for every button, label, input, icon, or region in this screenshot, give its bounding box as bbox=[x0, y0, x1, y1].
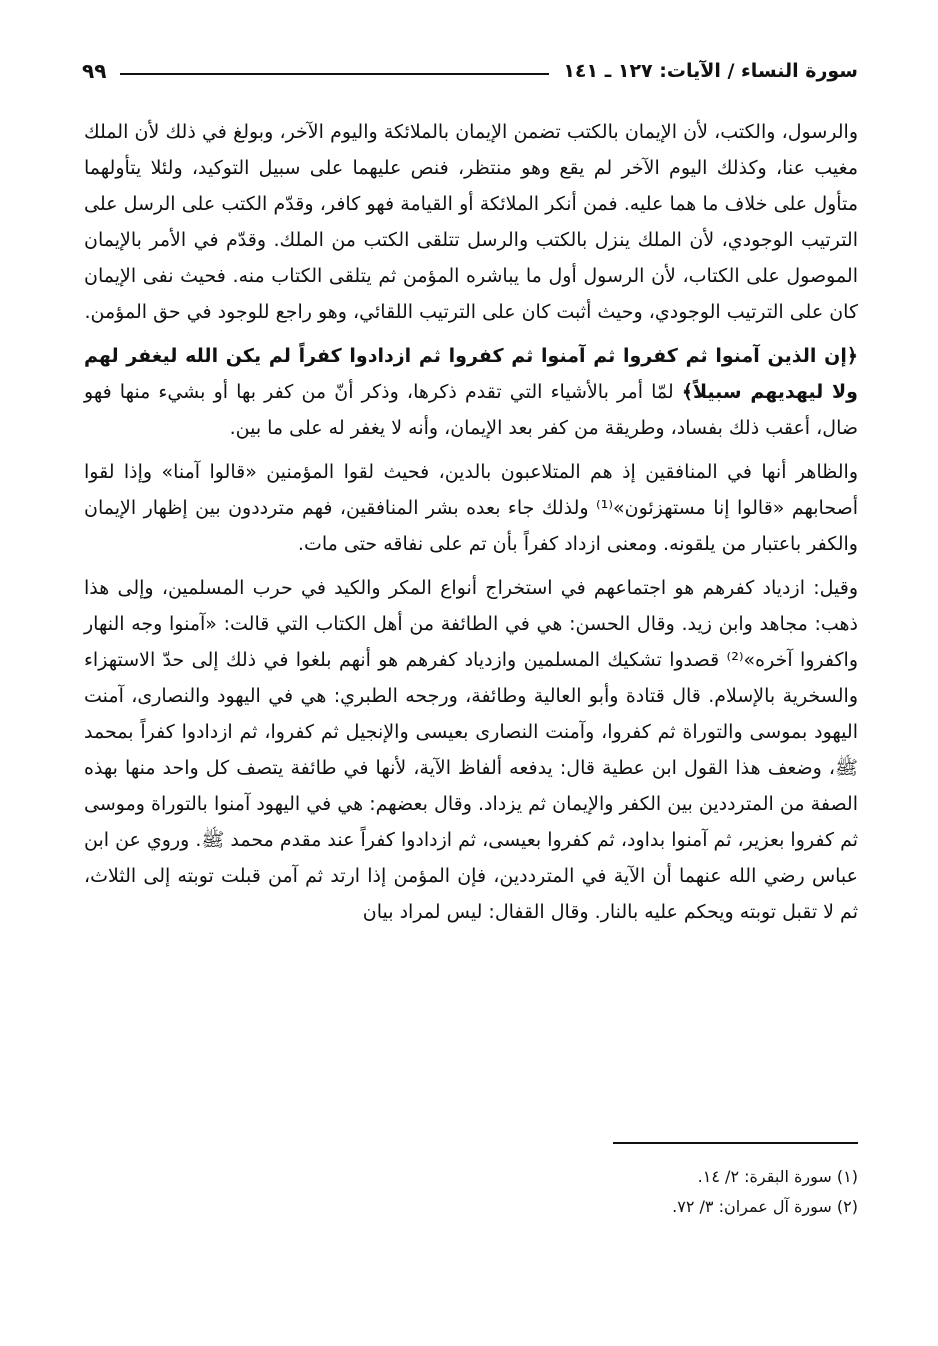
quran-verse: ﴿إن الذين آمنوا ثم كفروا ثم آمنوا ثم كفروا ثم ازدادوا كفراً لم يكن الله ليغفر لهم ولا ليهديهم سبيلاً﴾ bbox=[84, 345, 858, 403]
header-title: سورة النساء / الآيات: ١٢٧ ـ ١٤١ bbox=[563, 60, 858, 82]
footnote-2: (٢) سورة آل عمران: ٣/ ٧٢. bbox=[672, 1197, 858, 1216]
paragraph-3: والظاهر أنها في المنافقين إذ هم المتلاعبون بالدين، فحيث لقوا المؤمنين «قالوا آمنا» وإذا لقوا أصحابهم «قالوا إنا مستهزئون»⁽¹⁾ ولذلك جاء بعده بشر المنافقين، فهم مترددون بين إظهار الإيمان والكفر باعتبار من يلقونه. ومعنى ازداد كفراً بأن تم على نفاقه حتى مات. bbox=[84, 461, 859, 555]
footnote-rule bbox=[613, 1142, 858, 1144]
paragraph-4: وقيل: ازدياد كفرهم هو اجتماعهم في استخراج أنواع المكر والكيد في حرب المسلمين، وإلى هذا ذهب: مجاهد وابن زيد. وقال الحسن: هي في الطائفة من أهل الكتاب التي قالت: «آمنوا وجه النهار واكفروا آخره»⁽²⁾ قصدوا تشكيك المسلمين وازدياد كفرهم هو أنهم بلغوا في ذلك إلى حدّ الاستهزاء والسخرية بالإسلام. قال قتادة وأبو العالية وطائفة، ورجحه الطبري: هي في اليهود والنصارى، آمنت اليهود بموسى والتوراة ثم كفروا، وآمنت النصارى بعيسى والإنجيل ثم كفروا، ثم ازدادوا كفراً بمحمد ﷺ، وضعف هذا القول ابن عطية قال: يدفعه ألفاظ الآية، لأنها في طائفة يتصف كل واحد منها بهذه الصفة من المترددين بين الكفر والإيمان ثم يزداد. وقال بعضهم: هي في اليهود آمنوا بالتوراة وموسى ثم كفروا بعزير، ثم آمنوا بداود، ثم كفروا بعيسى، ثم ازدادوا كفراً عند مقدم محمد ﷺ. وروي عن ابن عباس رضي الله عنهما أن الآية في المترددين، فإن المؤمن إذا ارتد ثم آمن قبلت توبته إلى الثلاث، ثم لا تقبل توبته ويحكم عليه بالنار. وقال القفال: ليس لمراد بيان bbox=[84, 577, 858, 923]
paragraph-2-text: لمّا أمر بالأشياء التي تقدم ذكرها، وذكر أنّ من كفر بها أو بشيء منها فهو ضال، أعقب ذلك بفساد، وطريقة من كفر بعد الإيمان، وأنه لا يغفر له على ما بين. bbox=[84, 381, 858, 439]
paragraph-2 bbox=[84, 338, 858, 446]
running-header bbox=[82, 54, 858, 88]
paragraph-1: والرسول، والكتب، لأن الإيمان بالكتب تضمن الإيمان بالملائكة واليوم الآخر، وبولغ في ذلك لأن الملك مغيب عنا، وكذلك اليوم الآخر لم يقع وهو منتظر، فنص عليهما على سبيل التوكيد، ولئلا يتأولهما متأول على خلاف ما هما عليه. فمن أنكر الملائكة أو القيامة فهو كافر، وقدّم الكتب على الرسل على الترتيب الوجودي، لأن الملك ينزل بالكتب والرسل تتلقى الكتب من الملك. وقدّم في الأمر بالإيمان الموصول على الكتاب، لأن الرسول أول ما يباشره المؤمن ثم يتلقى الكتاب منه. فحيث نفى الإيمان كان على الترتيب الوجودي، وحيث أثبت كان على الترتيب اللقائي، وهو راجع للوجود في حق المؤمن. bbox=[84, 121, 858, 323]
main-text bbox=[84, 114, 858, 938]
footnote-1: (١) سورة البقرة: ٢/ ١٤. bbox=[697, 1167, 858, 1186]
header-rule bbox=[120, 73, 549, 75]
page-number: ٩٩ bbox=[82, 59, 107, 83]
footnotes bbox=[300, 1162, 858, 1222]
